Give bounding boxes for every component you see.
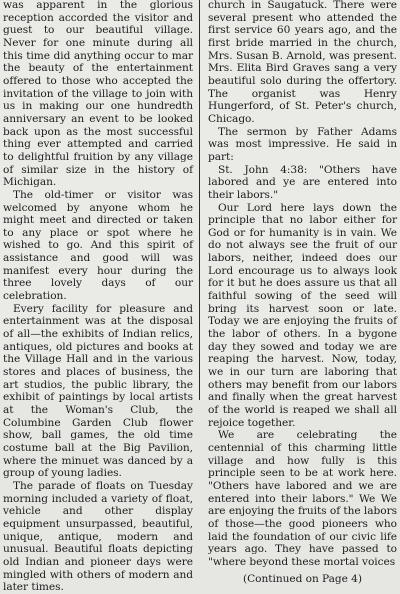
scripture-quote: St. John 4:38: "Others have labored and ye are entered into their labors." <box>208 163 397 201</box>
column-rule <box>199 0 200 400</box>
right-column <box>208 0 397 585</box>
right-paragraph-1: church in Saugatuck. There were several present who attended the first service 60 years ago, and the first bride married in the church, Mrs. Susan B. Arnold, was present. Mrs. Elita Bird Graves sang a very beautiful solo during the offertory. The organist was Henry Hungerford, of St. Peter's church, Chicago. <box>208 0 397 125</box>
right-paragraph-2: The sermon by Father Adams was most impressive. He said in part: <box>208 125 397 163</box>
left-paragraph-4: The parade of floats on Tuesday morning included a variety of float, vehicle and other display equipment unsurpassed, beautiful, unique, antique, modern and unusual. Beautiful floats depicting old Indian and pioneer days were mingled with others of modern and later times. <box>3 479 193 594</box>
left-column <box>3 0 193 594</box>
left-paragraph-1: was apparent in the glorious reception accorded the visitor and guest to our beautiful village. Never for one minute during all this time did anything occur to mar the beauty of the entertainment offered to those who accepted the invitation of the village to join with us in making our one hundredth anniversary an event to be looked back upon as the most successful thing ever attempted and carried to delightful fruition by any village of similar size in the history of Michigan. <box>3 0 193 189</box>
right-paragraph-4: Our Lord here lays down the principle that no labor either for God or for humanity is in vain. We do not always see the fruit of our labors, neither, indeed does our Lord encourage us to always look for it but he does assure us that all faithful sowing of the seed will bring its harvest soon or late. Today we are enjoying the fruits of the labor of others. In a bygone day they sowed and today we are reaping the harvest. Now, today, we in our turn are laboring that others may benefit from our labors and finally when the great harvest of the world is reaped we shall all rejoice together. <box>208 201 397 429</box>
left-paragraph-3: Every facility for pleasure and entertainment was at the disposal of all—the exhibits of Indian relics, antiques, old pictures and books at the Village Hall and in the various stores and places of business, the art studios, the public library, the exhibit of paintings by local artists at the Woman's Club, the Columbine Garden Club flower show, ball games, the old time costume ball at the Big Pavilion, where the minuet was danced by a group of young ladies. <box>3 302 193 480</box>
right-paragraph-5: We are celebrating the centennial of this charming little village and how fully is this principle seen to be at work here. "Others have labored and we are entered into their labors." We We are enjoying the fruits of the labors of those—the good pioneers who laid the foundation of our civic life years ago. They have passed to "where beyond these mortal voices <box>208 429 397 568</box>
left-paragraph-2: The old-timer or visitor was welcomed by anyone whom he might meet and directed or taken to any place or spot where he wished to go. And this spirit of assistance and good will was manifest every hour during the three lovely days of our celebration. <box>3 188 193 303</box>
continued-note[interactable]: (Continued on Page 4) <box>243 572 362 585</box>
